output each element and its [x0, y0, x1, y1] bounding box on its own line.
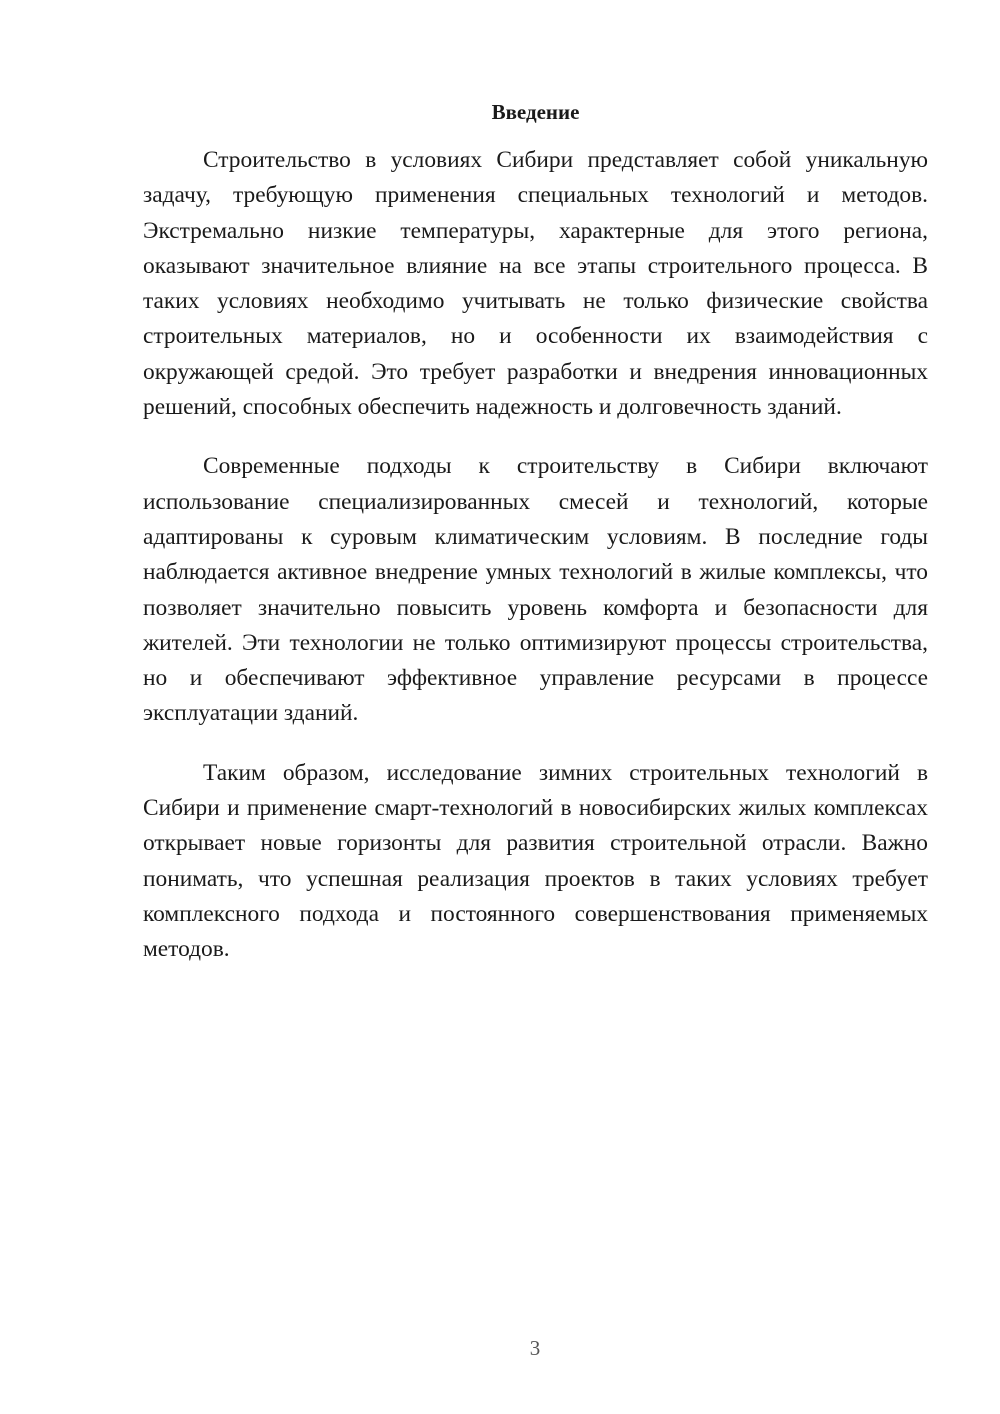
- paragraph-3: Таким образом, исследование зимних строительных технологий в Сибири и применение смарт-технологий в новосибирских жилых комплексах открывает новые горизонты для развития строительной отрасли. Важно понимать, что успешная реализация проектов в таких условиях требует комплексного подхода и постоянного совершенствования применяемых методов.: [143, 759, 928, 963]
- paragraph-1: Строительство в условиях Сибири представляет собой уникальную задачу, требующую применения специальных технологий и методов. Экстремально низкие температуры, характерные для этого региона, оказывают значительное влияние на все этапы строительного процесса. В таких условиях необходимо учитывать не только физические свойства строительных материалов, но и особенности их взаимодействия с окружающей средой. Это требует разработки и внедрения инновационных решений, способных обеспечить надежность и долговечность зданий.: [143, 147, 928, 421]
- paragraph-2: Современные подходы к строительству в Сибири включают использование специализированных смесей и технологий, которые адаптированы к суровым климатическим условиям. В последние годы наблюдается активное внедрение умных технологий в жилые комплексы, что позволяет значительно повысить уровень комфорта и безопасности для жителей. Эти технологии не только оптимизируют процессы строительства, но и обеспечивают эффективное управление ресурсами в процессе эксплуатации зданий.: [143, 453, 928, 727]
- body-text: [143, 143, 928, 992]
- page-title: Введение: [491, 100, 580, 124]
- page-number: 3: [529, 1336, 541, 1360]
